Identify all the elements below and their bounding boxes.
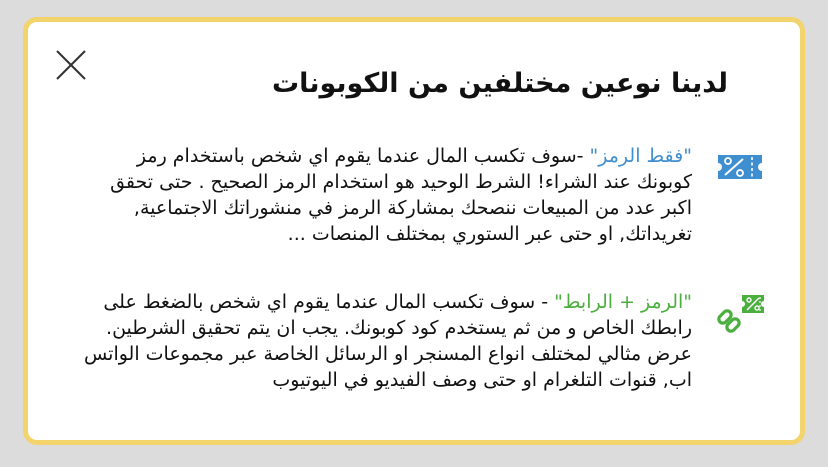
coupon-ticket-icon [714,145,766,189]
coupon-type-description [76,289,692,393]
coupon-types-dialog [23,17,805,445]
coupon-type-keyword: "فقط الرمز" [589,145,692,167]
close-icon [54,48,88,82]
coupon-type-text: -سوف تكسب المال عندما يقوم اي شخص باستخدام رمز كوبونك عند الشراء! الشرط الوحيد هو استخدام الرمز الصحيح . حتى تحقق اكبر عدد من المبيعات ننصحك بمشاركة الرمز في منشوراتك الاجتماعية, تغريداتك, او حتى عبر الستوري بمختلف المنصات ... [110,145,692,245]
coupon-type-keyword: "الرمز + الرابط" [554,291,692,313]
coupon-type-code-only [76,143,766,247]
coupon-type-text: - سوف تكسب المال عندما يقوم اي شخص بالضغط على رابطك الخاص و من ثم يستخدم كود كوبونك. يجب ان يتم تحقيق الشرطين. عرض مثالي لمختلف انواع المسنجر او الرسائل الخاصة عبر مجموعات الواتس اب, قنوات التلغرام او حتى وصف الفيديو في اليوتيوب [83,291,692,391]
close-button[interactable] [54,48,88,82]
coupon-type-code-and-link [76,289,766,393]
dialog-title: لدينا نوعين مختلفين من الكوبونات [272,68,728,99]
coupon-link-icon [714,291,766,335]
coupon-type-description [76,143,692,247]
